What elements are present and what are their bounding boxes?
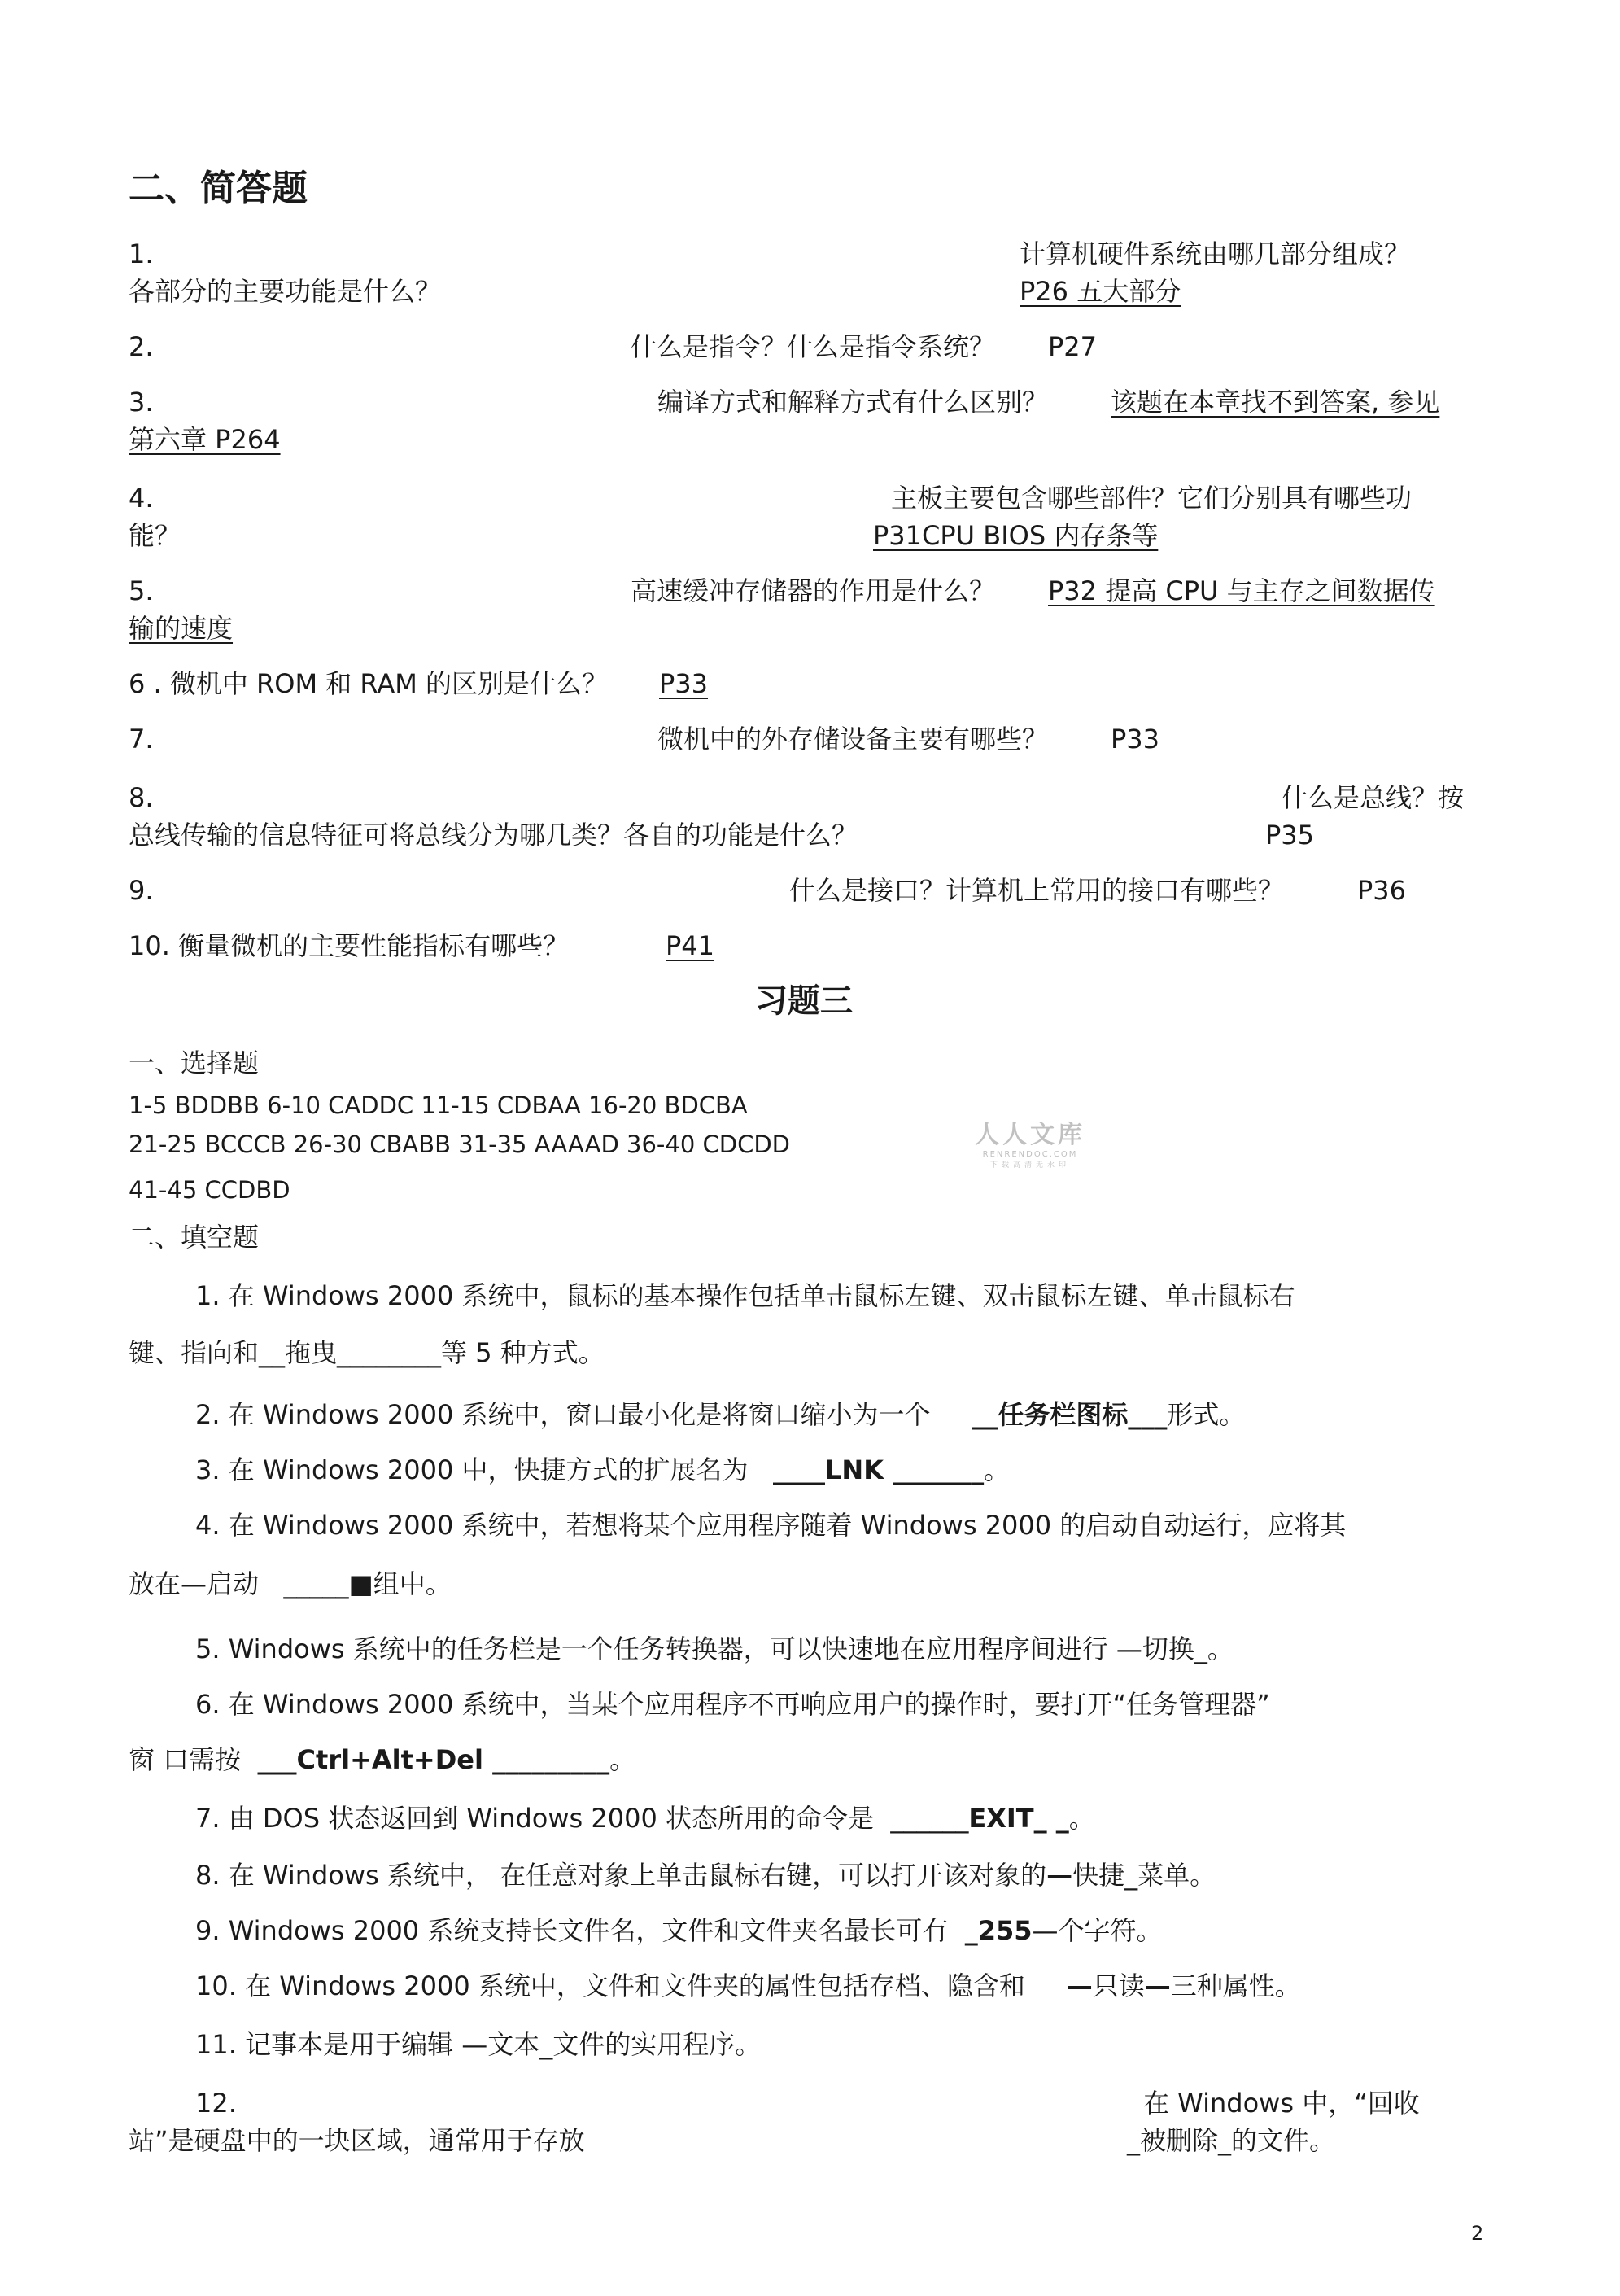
question-3-answer: 该题在本章找不到答案, 参见 [1111,387,1440,418]
fill-4-text-cont: 放在—启动 _____■组中。 [129,1568,452,1599]
choice-answers-line-2: 21-25 BCCCB 26-30 CBABB 31-35 AAAAD 36-40 CDCDD [129,1131,790,1158]
question-7-answer: P33 [1111,724,1160,754]
question-3-number: 3. [129,387,154,418]
question-6-answer: P33 [659,668,709,699]
fill-8-answer: 快捷_菜单。 [1072,1860,1216,1891]
fill-2-answer: __任务栏图标___ [972,1399,1168,1430]
question-9-number: 9. [129,875,154,906]
question-3-answer-cont: 第六章 P264 [129,424,281,455]
fill-10-answer: 只读 [1092,1970,1145,2001]
fill-10-text: 10. 在 Windows 2000 系统中，文件和文件夹的属性包括存档、隐含和 —只读—三种属性。 [195,1970,1301,2001]
watermark-url: RENRENDOC.COM [982,1150,1078,1159]
fill-12-answer: _被删除_的文件。 [1127,2125,1336,2156]
fill-4-answer: _____■ [283,1568,373,1599]
section-heading-short-answer: 二、简答题 [129,168,308,209]
question-7-number: 7. [129,724,154,754]
question-3-text: 编译方式和解释方式有什么区别？ [657,387,1049,418]
fill-12-number: 12. [195,2088,237,2119]
question-5-number: 5. [129,575,154,606]
fill-7-text: 7. 由 DOS 状态返回到 Windows 2000 状态所用的命令是 ______EXIT_ _。 [195,1803,1095,1834]
fill-6-answer: ___Ctrl+Alt+Del _________ [257,1744,610,1775]
fill-6-text-cont: 窗 口需按 ___Ctrl+Alt+Del _________。 [129,1744,636,1775]
question-8-number: 8. [129,782,154,813]
question-2-number: 2. [129,331,154,362]
watermark-text: 人人文库 [975,1121,1085,1149]
fill-7-answer: EXIT_ _ [968,1803,1069,1834]
question-2-text: 什么是指令？什么是指令系统？ [631,331,996,362]
fill-9-answer: _255 [964,1915,1033,1946]
question-8-answer: P35 [1265,820,1315,851]
fill-6-text: 6. 在 Windows 2000 系统中，当某个应用程序不再响应用户的操作时，要打开“任务管理器” [195,1689,1270,1720]
choice-answers-line-3: 41-45 CCDBD [129,1176,290,1204]
question-5-text: 高速缓冲存储器的作用是什么？ [631,575,996,606]
question-9-answer: P36 [1357,875,1407,906]
question-8-text: 什么是总线？按 [1282,782,1465,813]
fill-12-text-cont: 站”是硬盘中的一块区域，通常用于存放 [129,2125,585,2156]
question-1-answer: P26 五大部分 [1020,276,1181,307]
fill-12-text: 在 Windows 中，“回收 [1143,2088,1420,2119]
question-4-answer: P31CPU BIOS 内存条等 [873,520,1159,551]
choice-answers-line-1: 1-5 BDDBB 6-10 CADDC 11-15 CDBAA 16-20 BDCBA [129,1091,748,1119]
fill-9-text: 9. Windows 2000 系统支持长文件名，文件和文件夹名最长可有 _255—个字符。 [195,1915,1163,1946]
fill-4-text: 4. 在 Windows 2000 系统中，若想将某个应用程序随着 Windows 2000 的启动自动运行，应将其 [195,1510,1347,1541]
question-1-number: 1. [129,238,154,269]
question-5-answer-cont: 输的速度 [129,613,234,644]
fill-5-text: 5. Windows 系统中的任务栏是一个任务转换器，可以快速地在应用程序间进行 —切换_。 [195,1633,1234,1664]
watermark-logo [965,1122,1095,1170]
fill-8-text: 8. 在 Windows 系统中， 在任意对象上单击鼠标右键，可以打开该对象的—快捷_菜单。 [195,1860,1216,1891]
question-8-text-cont: 总线传输的信息特征可将总线分为哪几类？各自的功能是什么？ [129,820,858,851]
watermark-subtext: 下载高清无水印 [989,1161,1070,1170]
question-1-text-cont: 各部分的主要功能是什么？ [129,276,442,307]
question-5-answer: P32 提高 CPU 与主存之间数据传 [1048,575,1435,606]
question-6-text: 6 . 微机中 ROM 和 RAM 的区别是什么？ [129,668,609,699]
question-4-text: 主板主要包含哪些部件？它们分别具有哪些功 [891,483,1413,514]
question-4-text-cont: 能？ [129,520,181,551]
question-2-answer: P27 [1048,331,1098,362]
question-1-text: 计算机硬件系统由哪几部分组成？ [1020,238,1411,269]
fill-3-text: 3. 在 Windows 2000 中，快捷方式的扩展名为 ____LNK _______。 [195,1454,1011,1485]
fill-11-text: 11. 记事本是用于编辑 —文本_文件的实用程序。 [195,2029,762,2060]
question-10-text: 10. 衡量微机的主要性能指标有哪些？ [129,930,570,961]
choice-heading: 一、选择题 [129,1047,260,1078]
question-7-text: 微机中的外存储设备主要有哪些？ [657,724,1049,754]
fill-2-text: 2. 在 Windows 2000 系统中，窗口最小化是将窗口缩小为一个 __任务栏图标___形式。 [195,1399,1246,1430]
fill-3-answer: ____LNK _______ [773,1454,985,1485]
page-number: 2 [1471,2222,1484,2245]
question-9-text: 什么是接口？计算机上常用的接口有哪些？ [789,875,1285,906]
question-10-answer: P41 [666,930,715,961]
question-4-number: 4. [129,483,154,514]
fill-heading: 二、填空题 [129,1222,260,1253]
fill-1-text: 1. 在 Windows 2000 系统中，鼠标的基本操作包括单击鼠标左键、双击鼠标左键、单击鼠标右 [195,1280,1295,1311]
fill-1-text-cont: 键、指向和__拖曳________等 5 种方式。 [129,1337,605,1368]
exercise-3-title: 习题三 [755,982,853,1020]
